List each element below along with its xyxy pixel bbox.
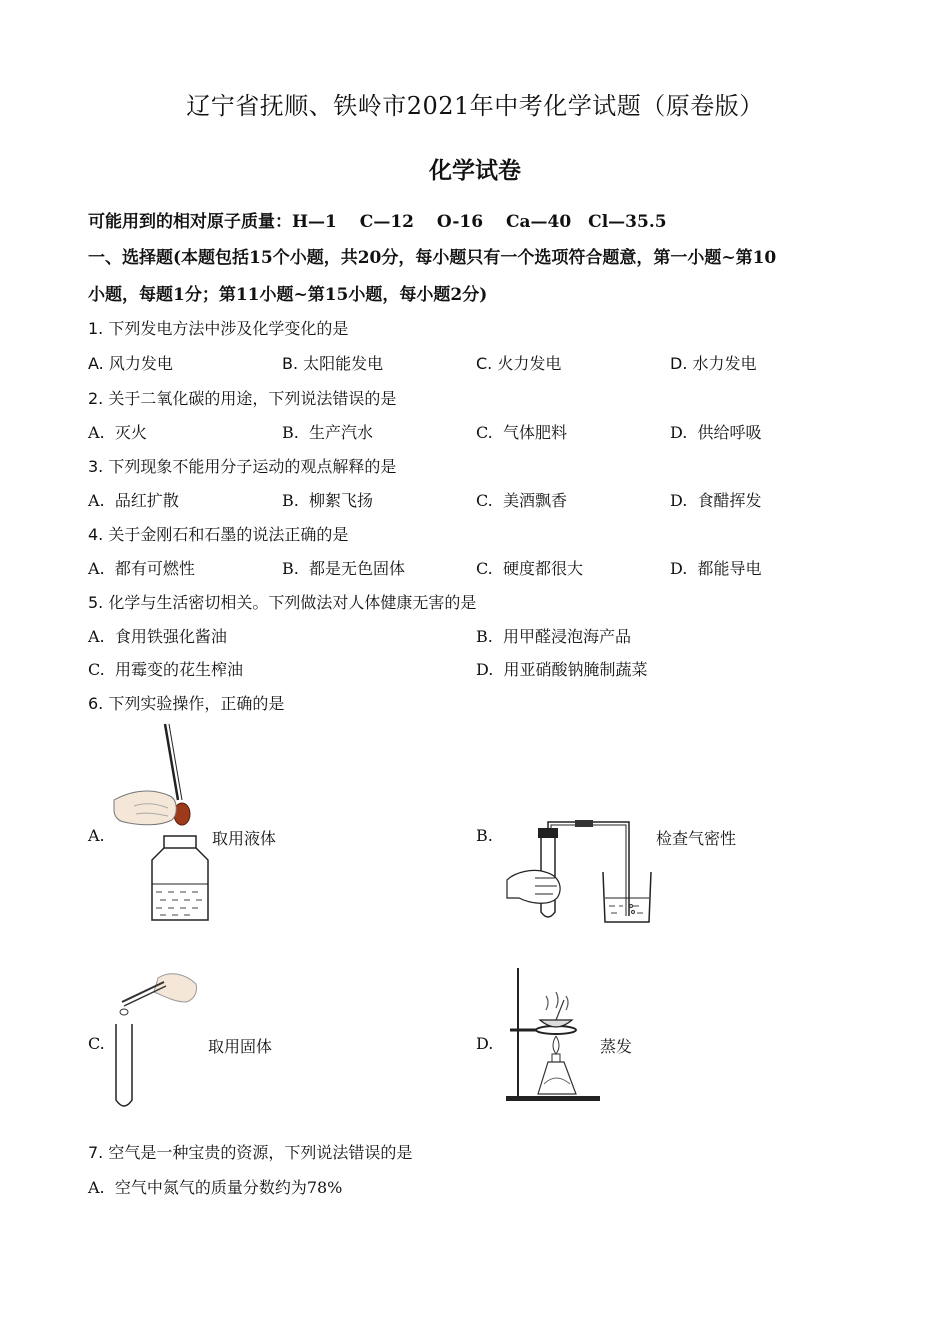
option-letter: B. [282, 491, 299, 510]
option-text: 品红扩散 [114, 491, 179, 510]
question-4-stem [88, 522, 348, 545]
rubber-connector [575, 820, 593, 827]
option-letter: C. [476, 491, 493, 510]
question-6-option-c-letter: C. [88, 1034, 105, 1053]
question-4-option-b [282, 556, 405, 579]
option-letter: D. [670, 354, 688, 373]
question-text: 关于二氧化碳的用途，下列说法错误的是 [108, 389, 397, 408]
question-number: 1. [88, 319, 104, 338]
option-letter: A. [88, 423, 105, 442]
option-text: 太阳能发电 [303, 354, 384, 373]
question-6-option-a-letter: A. [88, 826, 105, 845]
question-1-option-b [282, 351, 383, 374]
beaker [603, 872, 651, 922]
question-2-option-c [476, 420, 567, 443]
option-letter: B. [476, 627, 493, 646]
question-2-stem [88, 386, 396, 409]
question-5-stem [88, 590, 476, 613]
question-4-option-c [476, 556, 583, 579]
option-text: 供给呼吸 [697, 423, 762, 442]
hand [507, 870, 560, 903]
question-number: 4. [88, 525, 104, 544]
bubble [630, 905, 633, 908]
option-text: 生产汽水 [309, 423, 374, 442]
option-letter: D. [670, 423, 688, 442]
stand-base [506, 1096, 600, 1101]
question-number: 5. [88, 593, 104, 612]
option-letter: C. [476, 354, 493, 373]
atomic-masses: 可能用到的相对原子质量：H—1 C—12 O-16 Ca—40 Cl—35.5 [88, 212, 667, 232]
dropper-tube [165, 724, 178, 800]
question-number: 2. [88, 389, 104, 408]
bubble [632, 911, 635, 914]
option-text: 水力发电 [692, 354, 757, 373]
liquid-hatching [156, 892, 202, 915]
dropper-bottle-illustration [112, 722, 212, 922]
question-4-option-d [670, 556, 762, 579]
glass-tubing-inner [551, 825, 626, 916]
option-letter: B. [282, 423, 299, 442]
option-text: 硬度都很大 [502, 559, 583, 578]
stopper [538, 828, 558, 838]
question-2-option-d [670, 420, 762, 443]
tweezers [124, 986, 166, 1006]
option-letter: C. [476, 559, 493, 578]
question-4-option-a [88, 556, 195, 579]
option-text: 灭火 [114, 423, 147, 442]
test-tube [116, 1024, 132, 1106]
option-text: 食醋挥发 [697, 491, 762, 510]
question-6-option-d-caption: 蒸发 [600, 1037, 633, 1056]
option-text: 都有可燃性 [114, 559, 195, 578]
option-letter: C. [476, 423, 493, 442]
flame [553, 1036, 559, 1054]
solid-granule [120, 1009, 128, 1015]
question-5-option-a [88, 624, 227, 647]
question-6-option-b-caption: 检查气密性 [656, 829, 737, 848]
question-6-option-d-letter: D. [476, 1034, 494, 1053]
option-text: 空气中氮气的质量分数约为78% [114, 1178, 343, 1197]
question-text: 下列实验操作，正确的是 [108, 694, 285, 713]
option-letter: A. [88, 354, 104, 373]
solid-transfer-illustration [108, 966, 200, 1110]
question-number: 7. [88, 1143, 104, 1162]
option-text: 气体肥料 [502, 423, 567, 442]
question-text: 下列发电方法中涉及化学变化的是 [108, 319, 349, 338]
option-letter: D. [670, 559, 688, 578]
option-letter: A. [88, 491, 105, 510]
bottle-neck [164, 836, 196, 848]
question-6-option-a-caption: 取用液体 [212, 829, 277, 848]
option-text: 都是无色固体 [309, 559, 406, 578]
option-text: 美酒飘香 [502, 491, 567, 510]
question-1-option-a [88, 351, 173, 374]
option-text: 柳絮飞扬 [309, 491, 374, 510]
page-subtitle: 化学试卷 [429, 157, 521, 184]
option-text: 用甲醛浸泡海产品 [503, 627, 632, 646]
option-text: 风力发电 [108, 354, 173, 373]
question-number: 6. [88, 694, 104, 713]
question-text: 化学与生活密切相关。下列做法对人体健康无害的是 [108, 593, 477, 612]
option-letter: A. [88, 559, 105, 578]
option-letter: A. [88, 1178, 105, 1197]
glass-tubing [548, 822, 629, 916]
evaporation-illustration [502, 964, 602, 1104]
page-title: 辽宁省抚顺、铁岭市2021年中考化学试题（原卷版） [186, 92, 764, 120]
airtightness-check-illustration [505, 818, 655, 928]
lamp-neck [552, 1054, 560, 1062]
question-1-stem [88, 316, 348, 339]
question-3-option-c [476, 488, 567, 511]
question-5-option-c [88, 657, 243, 680]
question-6-option-b-letter: B. [476, 826, 493, 845]
question-text: 空气是一种宝贵的资源，下列说法错误的是 [108, 1143, 413, 1162]
option-letter: D. [670, 491, 688, 510]
question-7-stem [88, 1140, 412, 1163]
option-letter: D. [476, 660, 494, 679]
question-7-option-a [88, 1175, 342, 1198]
option-text: 用霉变的花生榨油 [114, 660, 243, 679]
question-1-option-c [476, 351, 561, 374]
question-1-option-d [670, 351, 757, 374]
question-6-stem [88, 691, 284, 714]
question-3-option-d [670, 488, 762, 511]
option-letter: A. [88, 627, 105, 646]
question-5-option-d [476, 657, 648, 680]
question-text: 下列现象不能用分子运动的观点解释的是 [108, 457, 397, 476]
question-2-option-b [282, 420, 373, 443]
question-3-option-a [88, 488, 179, 511]
question-number: 3. [88, 457, 104, 476]
question-2-option-a [88, 420, 147, 443]
question-5-option-b [476, 624, 631, 647]
question-6-option-c-caption: 取用固体 [208, 1037, 273, 1056]
option-text: 食用铁强化酱油 [114, 627, 227, 646]
option-letter: B. [282, 354, 299, 373]
question-3-option-b [282, 488, 373, 511]
question-text: 关于金刚石和石墨的说法正确的是 [108, 525, 349, 544]
option-text: 用亚硝酸钠腌制蔬菜 [503, 660, 648, 679]
option-letter: B. [282, 559, 299, 578]
question-3-stem [88, 454, 396, 477]
option-text: 火力发电 [497, 354, 562, 373]
option-letter: C. [88, 660, 105, 679]
section-heading-line2: 小题，每题1分；第11小题~第15小题，每小题2分) [88, 285, 488, 305]
vapour [546, 992, 568, 1010]
section-heading-line1: 一、选择题(本题包括15个小题，共20分，每小题只有一个选项符合题意，第一小题~第10 [88, 248, 777, 268]
option-text: 都能导电 [697, 559, 762, 578]
